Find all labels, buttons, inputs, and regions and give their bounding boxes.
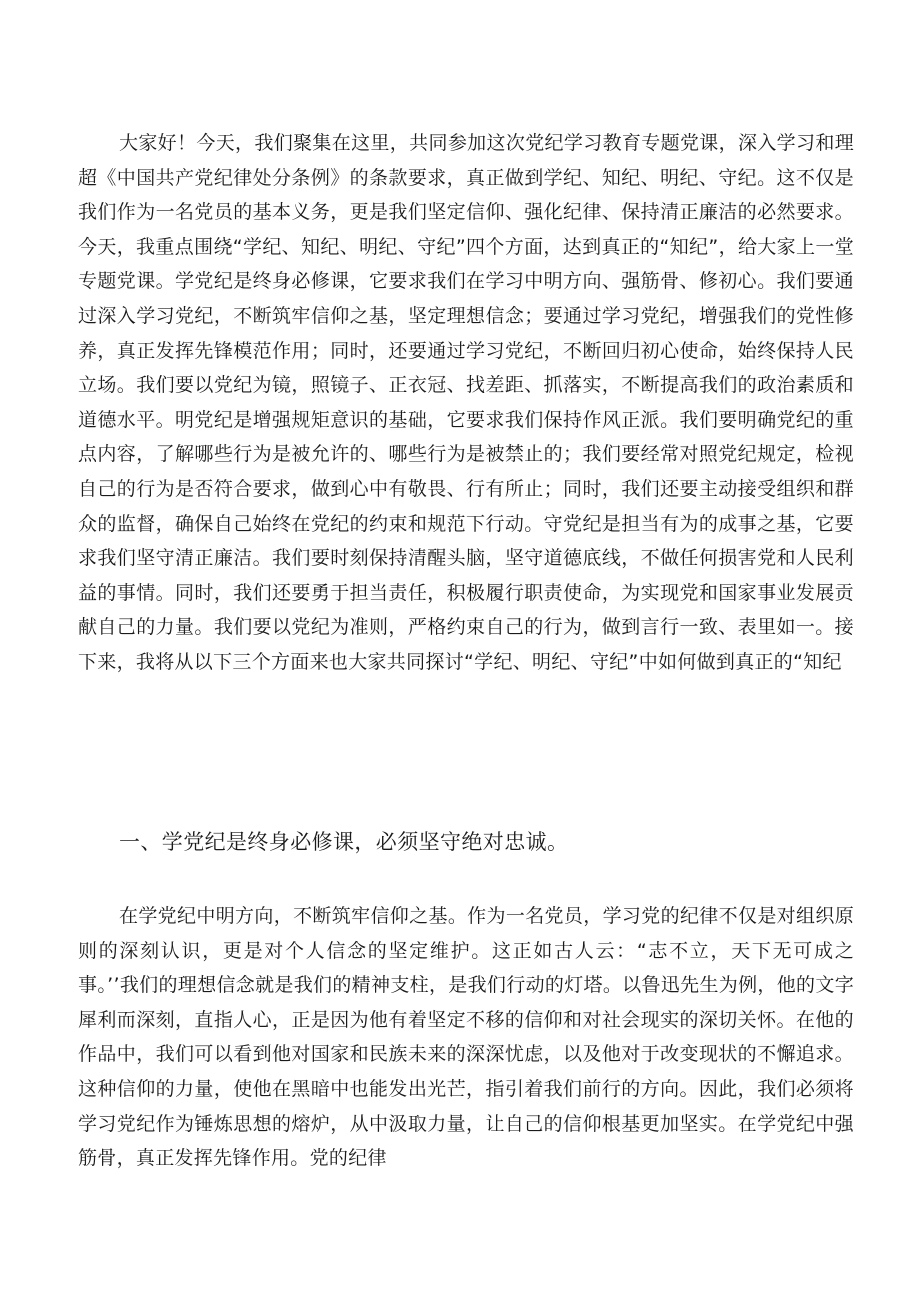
section-paragraph: 在学党纪中明方向，不断筑牢信仰之基。作为一名党员，学习党的纪律不仅是对组织原则的深刻认识，更是对个人信念的坚定维护。这正如古人云：“志不立，天下无可成之事。’’我们的理想信念就是我们的精神支柱，是我们行动的灯塔。以鲁迅先生为例，他的文字犀利而深刻，直指人心，正是因为他有着坚定不移的信仰和对社会现实的深切关怀。在他的作品中，我们可以看到他对国家和民族未来的深深忧虑，以及他对于改变现状的不懈追求。这种信仰的力量，使他在黑暗中也能发出光芒，指引着我们前行的方向。因此，我们必须将学习党纪作为锤炼思想的熔炉，从中汲取力量，让自己的信仰根基更加坚实。在学党纪中强筋骨，真正发挥先锋作用。党的纪律 bbox=[78, 905, 854, 1170]
section-heading: 一、学党纪是终身必修课，必须坚守绝对忠诚。 bbox=[119, 830, 569, 854]
intro-paragraph: 大家好！今天，我们聚集在这里，共同参加这次党纪学习教育专题党课，深入学习和理超《中国共产党纪律处分条例》的条款要求，真正做到学纪、知纪、明纪、守纪。这不仅是我们作为一名党员的基本义务，更是我们坚定信仰、强化纪律、保持清正廉洁的必然要求。今天，我重点围绕“学纪、知纪、明纪、守纪”四个方面，达到真正的“知纪”，给大家上一堂专题党课。学党纪是终身必修课，它要求我们在学习中明方向、强筋骨、修初心。我们要通过深入学习党纪，不断筑牢信仰之基，坚定理想信念；要通过学习党纪，增强我们的党性修养，真正发挥先锋模范作用；同时，还要通过学习党纪，不断回归初心使命，始终保持人民立场。我们要以党纪为镜，照镜子、正衣冠、找差距、抓落实，不断提高我们的政治素质和道德水平。明党纪是增强规矩意识的基础，它要求我们保持作风正派。我们要明确党纪的重点内容，了解哪些行为是被允许的、哪些行为是被禁止的；我们要经常对照党纪规定，检视自己的行为是否符合要求，做到心中有敬畏、行有所止；同时，我们还要主动接受组织和群众的监督，确保自己始终在党纪的约束和规范下行动。守党纪是担当有为的成事之基，它要求我们坚守清正廉洁。我们要时刻保持清醒头脑，坚守道德底线，不做任何损害党和人民利益的事情。同时，我们还要勇于担当责任，积极履行职责使命，为实现党和国家事业发展贡献自己的力量。我们要以党纪为准则，严格约束自己的行为，做到言行一致、表里如一。接下来，我将从以下三个方面来也大家共同探讨“学纪、明纪、守纪”中如何做到真正的“知纪 bbox=[78, 132, 854, 673]
